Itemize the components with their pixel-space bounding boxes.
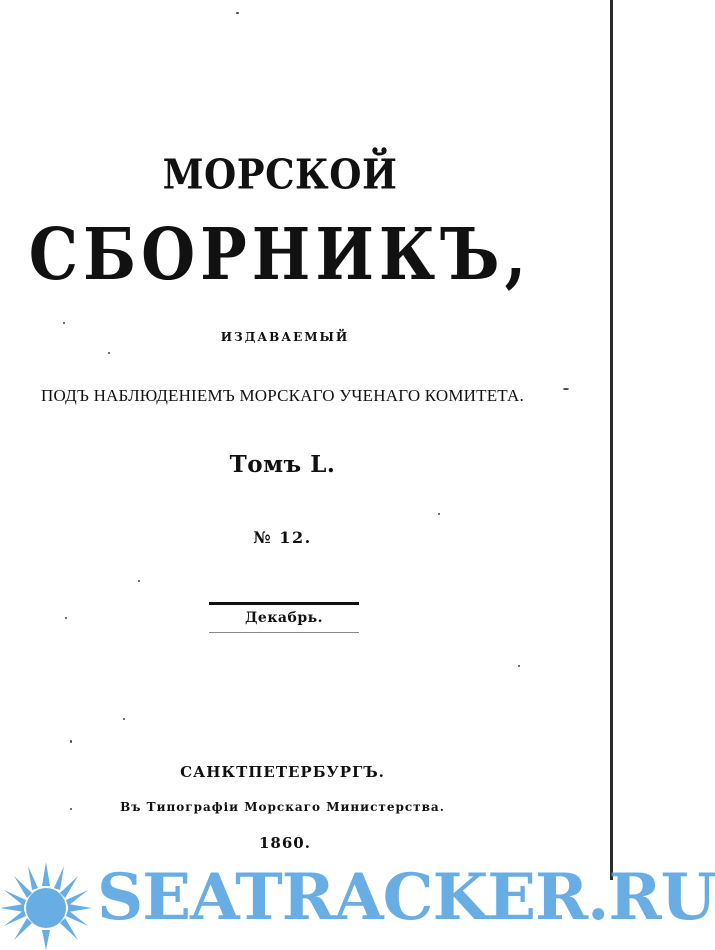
scan-speck [123,718,125,720]
scan-speck [63,322,65,324]
printer-line: Въ Типографіи Морскаго Министерства. [120,800,445,814]
issue-number: № 12. [253,528,312,547]
month-rule-bottom [209,632,359,633]
subtitle: ИЗДАВАЕМЫЙ [220,330,350,344]
watermark-sunburst-icon [0,858,92,950]
scan-speck [70,808,72,810]
scan-speck [563,388,569,390]
volume-number: Томъ L. [229,451,336,478]
title-line-2: СБОРНИКЪ, [28,212,532,297]
scan-speck [518,665,520,667]
scan-speck [138,580,140,582]
watermark-text: SEATRACKER.RU [97,860,715,935]
title-line-1: МОРСКОЙ [162,149,398,199]
scan-speck [108,352,110,354]
scan-speck [438,513,440,515]
year-line: 1860. [259,834,311,852]
city-line: САНКТПЕТЕРБУРГЪ. [180,763,385,781]
scan-speck [236,12,239,14]
scan-speck [65,617,67,619]
committee-line: ПОДЪ НАБЛЮДЕНІЕМЪ МОРСКАГО УЧЕНАГО КОМИТЕТА. [41,386,524,405]
scan-speck [70,740,72,743]
month-rule-top [209,602,359,605]
page-edge-border [610,0,613,880]
month-label: Декабрь. [244,610,324,626]
